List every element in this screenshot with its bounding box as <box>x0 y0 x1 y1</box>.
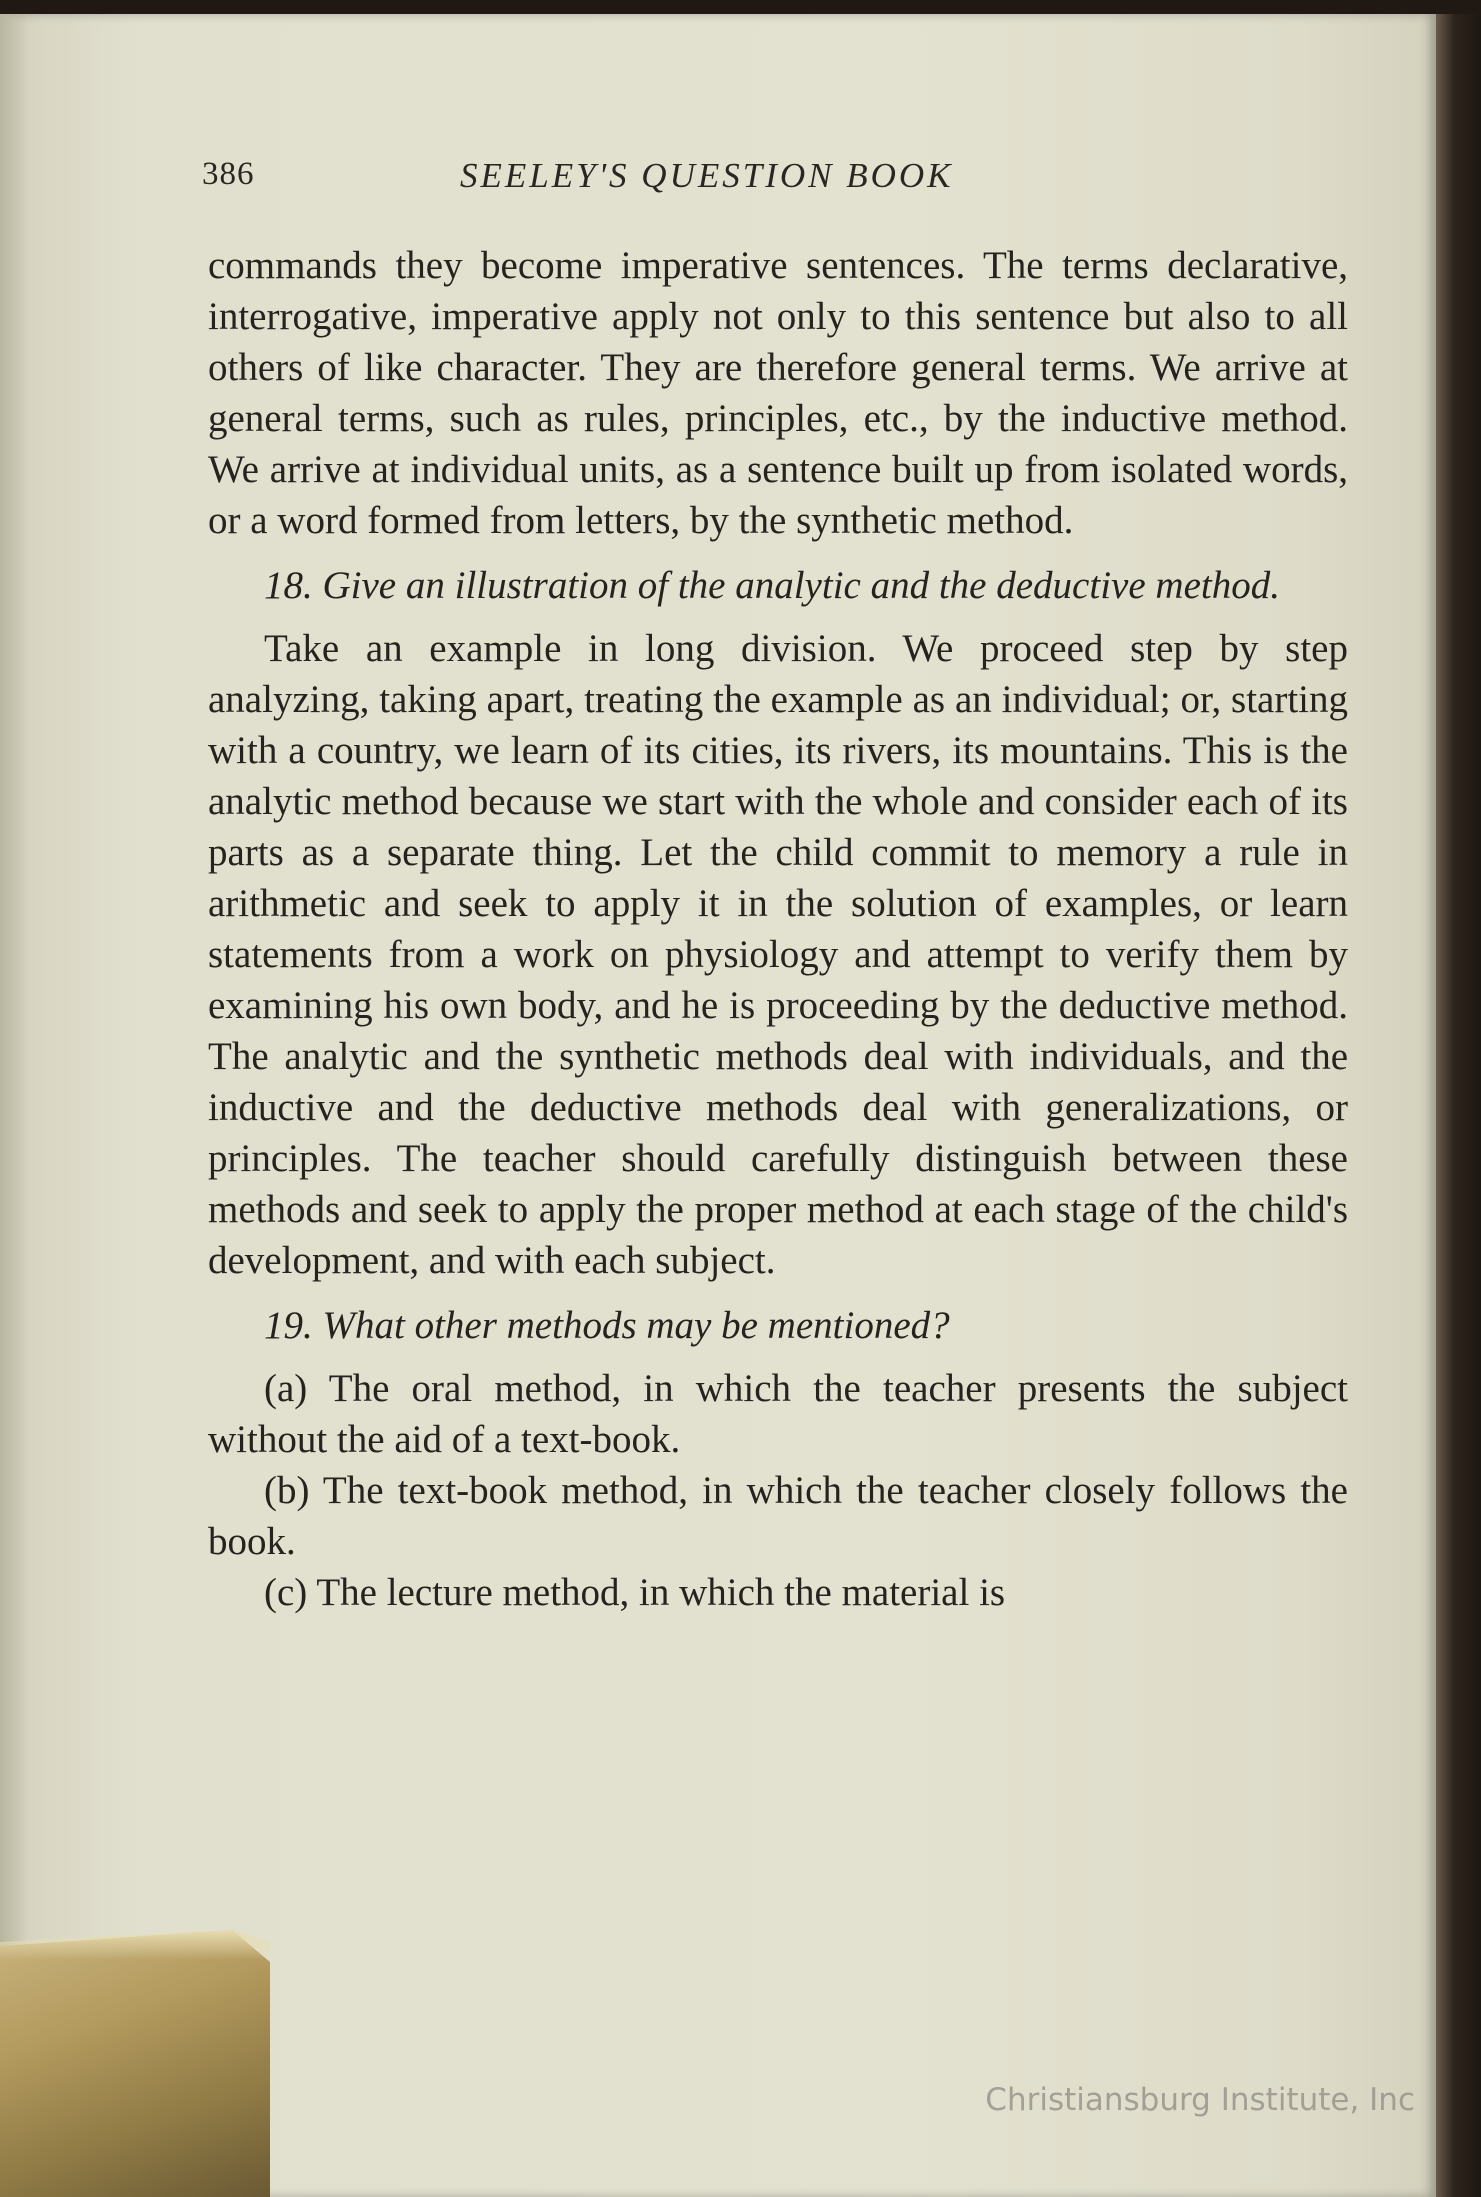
running-title: SEELEY'S QUESTION BOOK <box>460 156 954 195</box>
book-corner-object <box>0 1930 270 2197</box>
answer-19-item-a: (a) The oral method, in which the teacher presents the subject without the aid of a text-book. <box>208 1367 1348 1461</box>
answer-19-item-c: (c) The lecture method, in which the material is <box>264 1571 1006 1614</box>
page-gutter-shadow <box>0 14 28 2197</box>
watermark: Christiansburg Institute, Inc <box>985 2082 1415 2118</box>
scan-right-edge <box>1436 14 1481 2197</box>
page-number: 386 <box>202 156 255 192</box>
running-head <box>202 156 1082 206</box>
page-text <box>208 240 1348 1618</box>
answer-18: Take an example in long division. We proceed step by step analyzing, taking apart, treating the example as an individual; or, starting with a country, we learn of its cities, its rivers, its mountains. This is the analytic method because we start with the whole and consider each of its parts as a separate thing. Let the child commit to memory a rule in arithmetic and seek to apply it in the solution of examples, or learn statements from a work on physiology and attempt to verify them by examining his own body, and he is proceeding by the deductive method. The analytic and the synthetic methods deal with individuals, and the inductive and the deductive methods deal with generalizations, or principles. The teacher should carefully distinguish between these methods and seek to apply the proper method at each stage of the child's development, and with each subject. <box>208 627 1348 1282</box>
question-19: 19. What other methods may be mentioned? <box>264 1304 950 1347</box>
answer-19-item-b: (b) The text-book method, in which the teacher closely follows the book. <box>208 1469 1348 1563</box>
continuation-paragraph: commands they become imperative sentences. The terms declarative, interrogative, imperative apply not only to this sentence but also to all others of like character. They are therefore general terms. We arrive at general terms, such as rules, principles, etc., by the inductive method. We arrive at individual units, as a sentence built up from isolated words, or a word formed from letters, by the synthetic method. <box>208 244 1348 542</box>
question-18: 18. Give an illustration of the analytic and the deductive method. <box>264 564 1280 607</box>
